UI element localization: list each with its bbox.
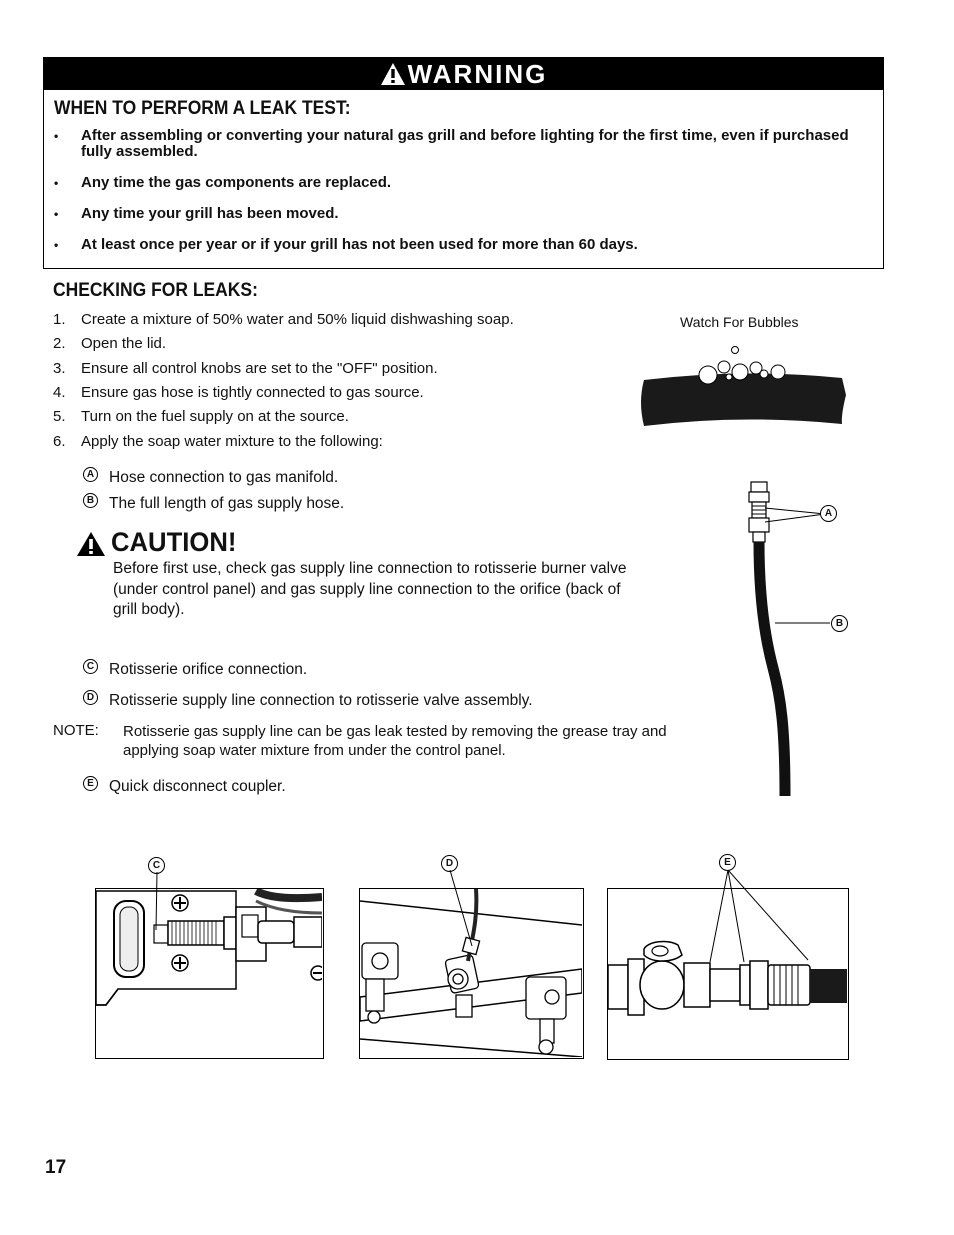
caution-text: Before first use, check gas supply line connection to rotisserie burner valve (under control panel) and gas supply line connection to the orifice (back of grill body). <box>113 560 627 618</box>
letter-badge: B <box>83 493 98 508</box>
step-number: 2. <box>53 335 66 352</box>
step-text: Turn on the fuel supply on at the source. <box>81 408 349 425</box>
note-text: Rotisserie gas supply line can be gas leak tested by removing the grease tray and applying soap water mixture from under the control panel. <box>123 723 667 759</box>
warning-box <box>43 57 884 269</box>
caution-title: CAUTION! <box>111 527 237 557</box>
callout-b: B <box>831 615 848 632</box>
apply-item-text: Rotisserie supply line connection to rotisserie valve assembly. <box>109 692 533 709</box>
step-text: Ensure gas hose is tightly connected to gas source. <box>81 384 424 401</box>
page-number: 17 <box>45 1157 67 1178</box>
step-number: 4. <box>53 384 66 401</box>
callout-e: E <box>719 854 736 871</box>
apply-item-text: Quick disconnect coupler. <box>109 778 286 795</box>
letter-badge: C <box>83 659 98 674</box>
letter-badge: D <box>83 690 98 705</box>
warning-bullet-text: Any time the gas components are replaced. <box>81 174 392 191</box>
callout-e-leaders <box>700 870 820 970</box>
warning-bullet-text: After assembling or converting your natural gas grill and before lighting for the first time, even if purchased fully assembled. <box>81 127 849 160</box>
bubbles-hose-illustration <box>636 340 850 430</box>
letter-badge: A <box>83 467 98 482</box>
step-text: Create a mixture of 50% water and 50% liquid dishwashing soap. <box>81 311 514 328</box>
photo-orifice-connection <box>95 888 324 1059</box>
leak-test-heading: WHEN TO PERFORM A LEAK TEST: <box>54 98 351 119</box>
callout-c: C <box>148 857 165 874</box>
callout-c-leader <box>150 872 170 932</box>
step-text: Ensure all control knobs are set to the "OFF" position. <box>81 360 438 377</box>
bullet-dot: • <box>54 207 59 221</box>
step-number: 6. <box>53 433 66 450</box>
step-text: Open the lid. <box>81 335 167 352</box>
callout-d-leader <box>448 870 478 950</box>
step-number: 3. <box>53 360 66 377</box>
warning-triangle-icon <box>380 62 406 86</box>
apply-item-text: The full length of gas supply hose. <box>109 495 345 512</box>
step-number: 1. <box>53 311 66 328</box>
apply-item-text: Hose connection to gas manifold. <box>109 469 339 486</box>
note-label: NOTE: <box>53 722 99 739</box>
warning-bullet-text: At least once per year or if your grill has not been used for more than 60 days. <box>81 236 638 253</box>
callout-a: A <box>820 505 837 522</box>
step-text: Apply the soap water mixture to the following: <box>81 433 383 450</box>
warning-title: WARNING <box>407 58 548 89</box>
bullet-dot: • <box>54 238 59 252</box>
checking-heading: CHECKING FOR LEAKS: <box>53 280 258 301</box>
gas-hose-illustration <box>735 478 845 798</box>
orifice-illustration <box>96 889 322 1057</box>
step-number: 5. <box>53 408 66 425</box>
bullet-dot: • <box>54 129 59 143</box>
letter-badge: E <box>83 776 98 791</box>
bullet-dot: • <box>54 176 59 190</box>
caution-triangle-icon <box>76 531 106 557</box>
warning-bullet-text: Any time your grill has been moved. <box>81 205 339 222</box>
bubbles-caption: Watch For Bubbles <box>680 314 799 330</box>
callout-d: D <box>441 855 458 872</box>
warning-banner <box>44 58 883 90</box>
apply-item-text: Rotisserie orifice connection. <box>109 661 308 678</box>
